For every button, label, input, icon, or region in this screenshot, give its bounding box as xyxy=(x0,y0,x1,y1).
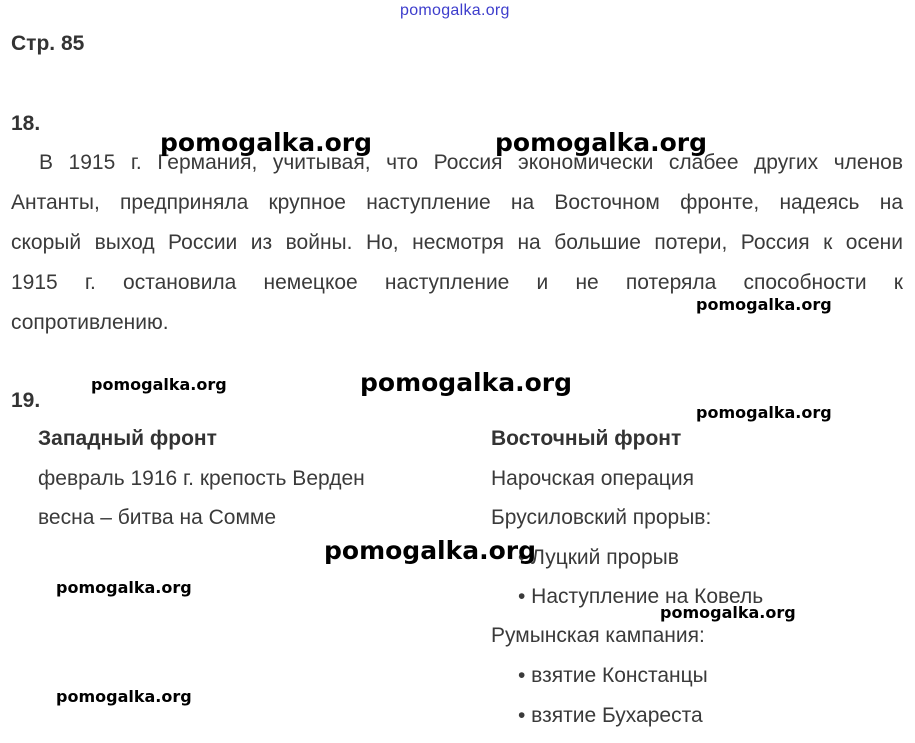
western-front-item: февраль 1916 г. крепость Верден xyxy=(38,467,365,490)
answer-line: Антанты, предприняла крупное наступление на Восточном фронте, надеясь на xyxy=(11,191,903,214)
watermark-overlay: pomogalka.org xyxy=(696,403,832,422)
watermark-overlay: pomogalka.org xyxy=(660,603,796,622)
watermark-overlay: pomogalka.org xyxy=(56,578,192,597)
western-front-item: весна – битва на Сомме xyxy=(38,506,277,529)
eastern-front-heading: Восточный фронт xyxy=(491,427,682,450)
watermark-overlay: pomogalka.org xyxy=(160,128,373,157)
question-18-number: 18. xyxy=(11,112,41,135)
eastern-front-subitem: • взятие Бухареста xyxy=(518,704,703,727)
eastern-front-subitem: • Наступление на Ковель xyxy=(518,585,764,608)
answer-line: В 1915 г. Германия, учитывая, что Россия экономически слабее других членов xyxy=(39,151,903,174)
watermark-overlay: pomogalka.org xyxy=(495,128,708,157)
eastern-front-item: Румынская кампания: xyxy=(491,624,705,647)
watermark-overlay: pomogalka.org xyxy=(324,536,537,565)
western-front-heading: Западный фронт xyxy=(38,427,217,450)
watermark-overlay: pomogalka.org xyxy=(360,368,573,397)
answer-line: сопротивлению. xyxy=(11,311,169,334)
top-watermark: pomogalka.org xyxy=(400,2,510,19)
question-19-number: 19. xyxy=(11,389,41,412)
watermark-overlay: pomogalka.org xyxy=(56,687,192,706)
eastern-front-subitem: • Луцкий прорыв xyxy=(518,546,679,569)
page-label: Стр. 85 xyxy=(11,32,85,55)
watermark-overlay: pomogalka.org xyxy=(91,375,227,394)
eastern-front-item: Брусиловский прорыв: xyxy=(491,506,712,529)
eastern-front-subitem: • взятие Констанцы xyxy=(518,664,708,687)
watermark-overlay: pomogalka.org xyxy=(696,295,832,314)
answer-line: скорый выход России из войны. Но, несмотря на большие потери, Россия к осени xyxy=(11,231,903,254)
answer-line: 1915 г. остановила немецкое наступление и не потеряла способности к xyxy=(11,271,903,294)
eastern-front-item: Нарочская операция xyxy=(491,467,694,490)
